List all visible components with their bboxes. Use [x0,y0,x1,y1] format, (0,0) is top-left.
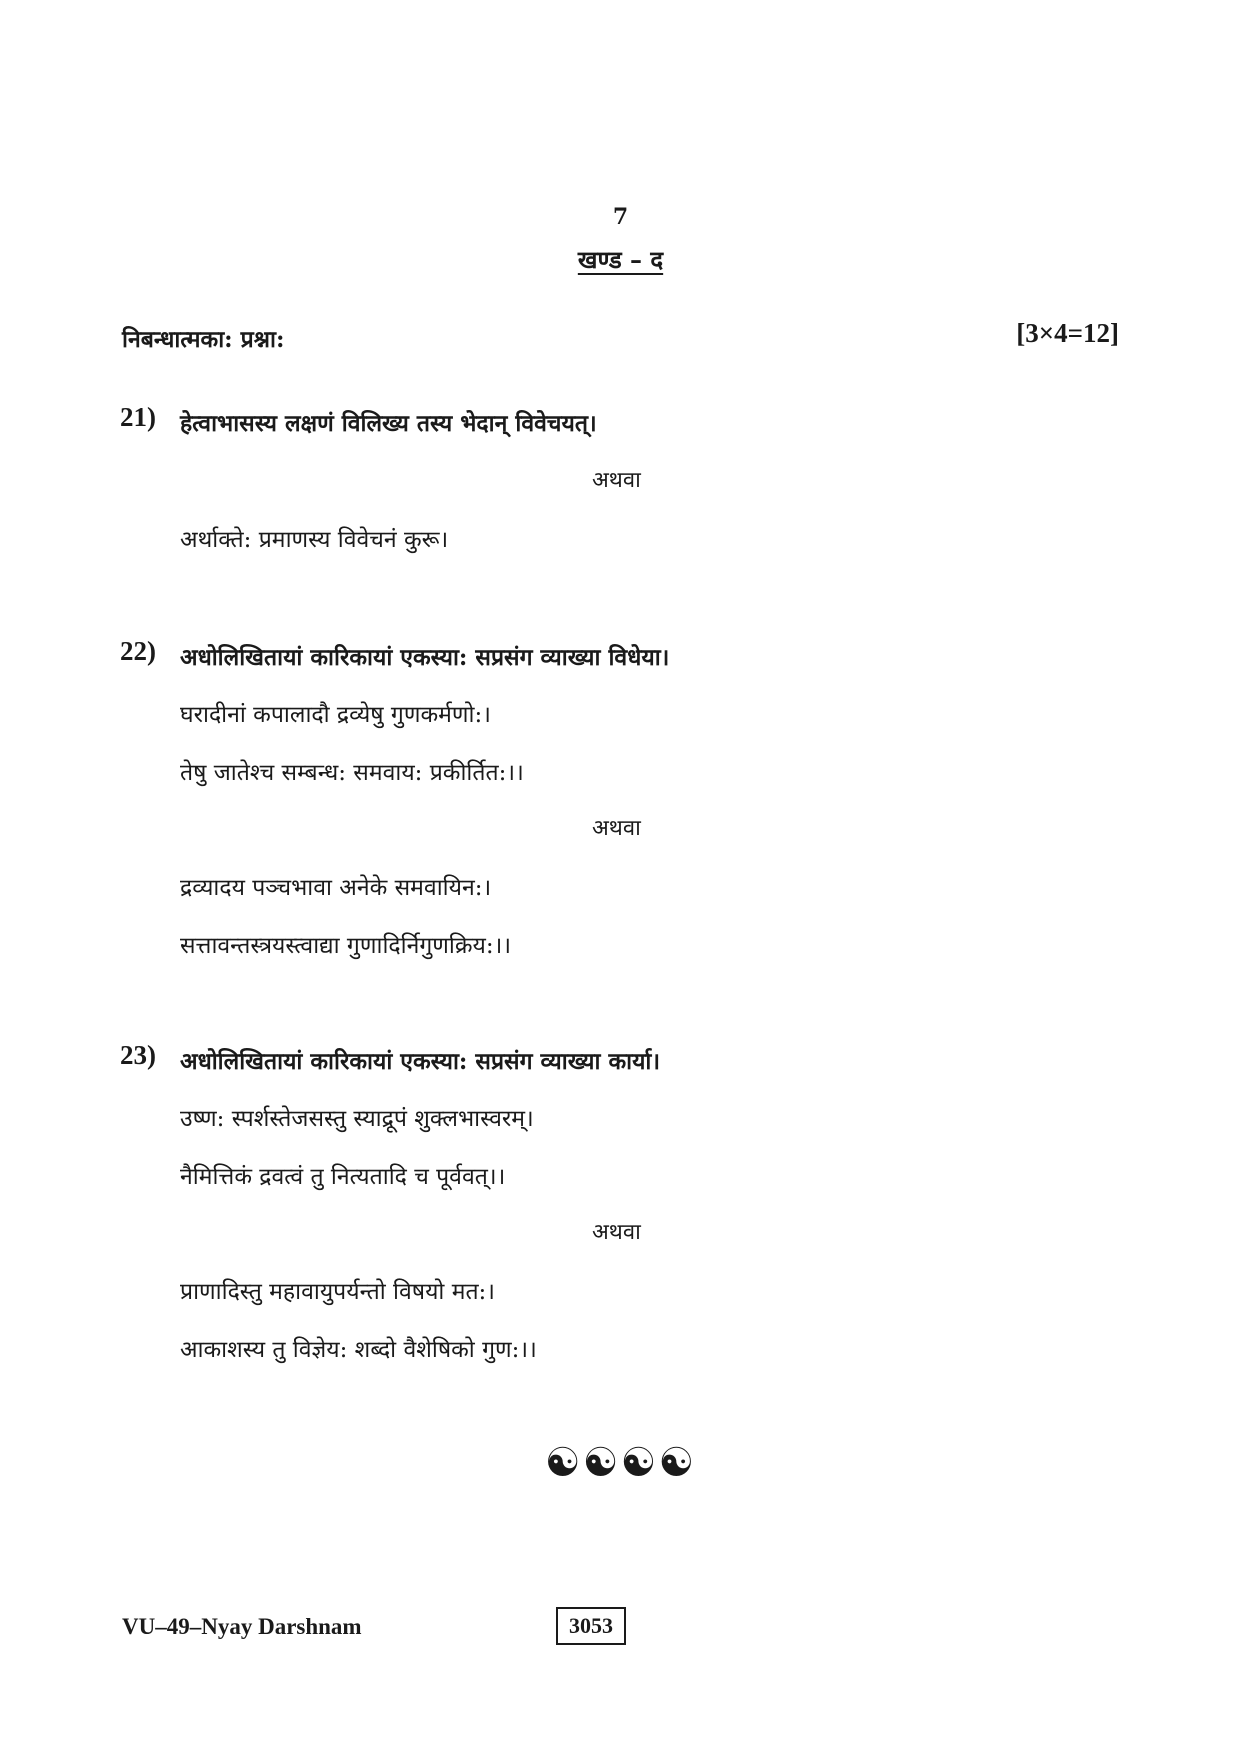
marks-label: [3×4=12] [1016,318,1119,348]
question-number: 21) [120,402,156,432]
section-title [0,243,1241,276]
question-number: 23) [120,1040,156,1070]
section-title-text: खण्ड – द [577,245,664,274]
verse-line: तेषु जातेश्च सम्बन्ध: समवाय: प्रकीर्तित:।। [180,760,524,786]
alt-line: आकाशस्य तु विज्ञेय: शब्दो वैशेषिको गुण:।। [180,1337,537,1363]
verse-line: घरादीनां कपालादौ द्रव्येषु गुणकर्मणो:। [180,702,491,728]
question-text: हेत्वाभासस्य लक्षणं विलिख्य तस्य भेदान् विवेचयत्। [180,410,597,437]
alt-line: प्राणादिस्तु महावायुपर्यन्तो विषयो मत:। [180,1279,496,1305]
question-text: अधोलिखितायां कारिकायां एकस्या: सप्रसंग व्याख्या कार्या। [180,1048,661,1075]
footer-box-number: 3053 [556,1607,626,1645]
page-number: 7 [612,204,629,230]
question-text: अधोलिखितायां कारिकायां एकस्या: सप्रसंग व्याख्या विधेया। [180,644,670,671]
question-number: 22) [120,636,156,666]
alt-line: द्रव्यादय पञ्चभावा अनेके समवायिन:। [180,875,492,901]
end-symbols: ☯☯☯☯ [544,1440,697,1486]
or-label: अथवा [592,468,641,493]
alt-line: सत्तावन्तस्त्रयस्त्वाद्या गुणादिर्निगुणक्रिय:।। [180,933,512,959]
or-label: अथवा [592,816,641,841]
or-label: अथवा [592,1220,641,1245]
footer-code: VU–49–Nyay Darshnam [122,1614,362,1639]
verse-line: उष्ण: स्पर्शस्तेजसस्तु स्याद्रूपं शुक्लभास्वरम्। [180,1106,534,1132]
instruction-text: निबन्धात्मका: प्रश्ना: [122,326,285,353]
verse-line: नैमित्तिकं द्रवत्वं तु नित्यतादि च पूर्ववत्।। [180,1164,506,1190]
alt-line: अर्थाक्ते: प्रमाणस्य विवेचनं कुरू। [180,527,449,553]
